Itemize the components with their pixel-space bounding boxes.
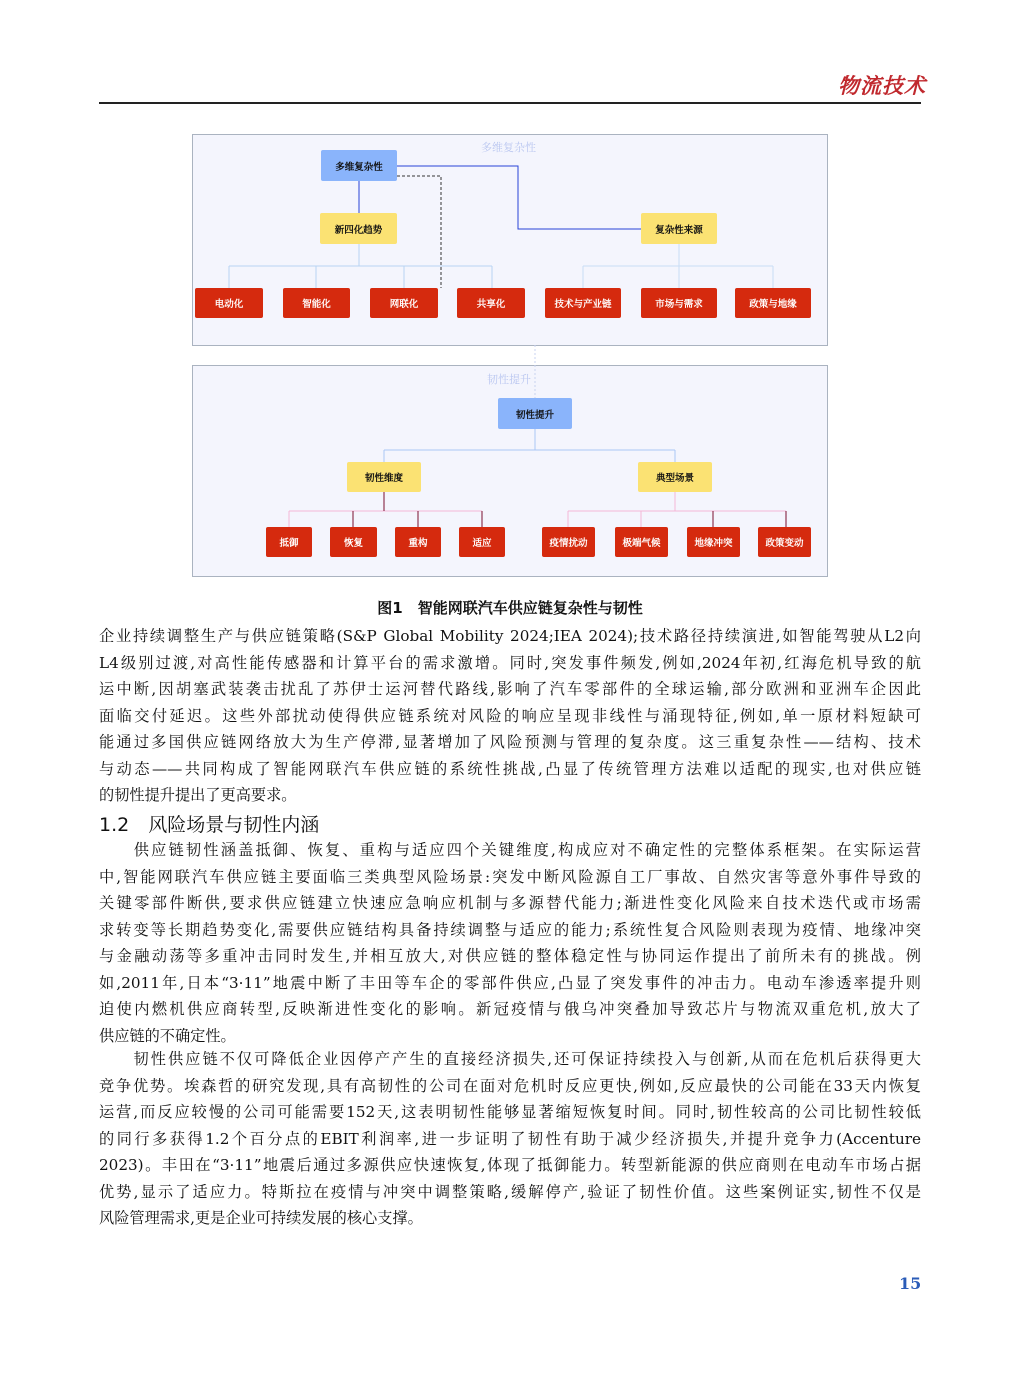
- leaf-node: 网联化: [370, 288, 438, 318]
- text-line: L4级别过渡,对高性能传感器和计算平台的需求激增。同时,突发事件频发,例如,2024年初,红海危机导致的航: [99, 653, 921, 672]
- text-line: 迫使内燃机供应商转型,反映渐进性变化的影响。新冠疫情与俄乌冲突叠加导致芯片与物流双重危机,放大了: [99, 1000, 921, 1018]
- text-line: 关键零部件断供,要求供应链建立快速应急响应机制与多源替代能力;渐进性变化风险来自技术迭代或市场需: [99, 894, 921, 912]
- text-line: 的同行多获得1.2个百分点的EBIT利润率,进一步证明了韧性有助于减少经济损失,并提升竞争力(Accenture: [99, 1129, 921, 1148]
- text-line: 与金融动荡等多重冲击同时发生,并相互放大,对供应链的整体稳定性与协同运作提出了前所未有的挑战。例: [99, 947, 921, 965]
- text-line: 风险管理需求,更是企业可持续发展的核心支撑。: [99, 1209, 423, 1227]
- leaf-node: 政策与地缘: [735, 288, 811, 318]
- leaf-node: 电动化: [195, 288, 263, 318]
- root-node: 多维复杂性: [321, 150, 397, 181]
- text-line: 面临交付延迟。这些外部扰动使得供应链系统对风险的响应呈现非线性与涌现特征,例如,单一原材料短缺可: [99, 706, 921, 725]
- branch-node: 典型场景: [638, 462, 712, 492]
- text-line: 供应链韧性涵盖抵御、恢复、重构与适应四个关键维度,构成应对不确定性的完整体系框架。在实际运营: [99, 841, 921, 859]
- page-number: 15: [899, 1274, 922, 1293]
- paragraph-3: [99, 1046, 921, 1232]
- text-line: 如,2011年,日本“3·11”地震中断了丰田等车企的零部件供应,凸显了突发事件的冲击力。电动车渗透率提升则: [99, 973, 921, 992]
- leaf-node: 疫情扰动: [542, 527, 595, 557]
- leaf-node: 重构: [395, 527, 441, 557]
- text-line: 企业持续调整生产与供应链策略(S&P Global Mobility 2024;IEA 2024);技术路径持续演进,如智能驾驶从L2向: [99, 627, 921, 645]
- text-line: 韧性供应链不仅可降低企业因停产产生的直接经济损失,还可保证持续投入与创新,从而在危机后获得更大: [99, 1050, 921, 1068]
- leaf-node: 恢复: [330, 527, 377, 557]
- text-line: 优势,显示了适应力。特斯拉在疫情与冲突中调整策略,缓解停产,验证了韧性价值。这些案例证实,韧性不仅是: [99, 1182, 921, 1201]
- leaf-node: 抵御: [266, 527, 312, 557]
- leaf-node: 适应: [459, 527, 505, 557]
- text-line: 与动态——共同构成了智能网联汽车供应链的系统性挑战,凸显了传统管理方法难以适配的现实,也对供应链: [99, 759, 921, 778]
- text-line: 中,智能网联汽车供应链主要面临三类典型风险场景:突发中断风险源自工厂事故、自然灾害等意外事件导致的: [99, 867, 921, 886]
- text-line: 2023)。丰田在“3·11”地震后通过多源供应快速恢复,体现了抵御能力。转型新能源的供应商则在电动车市场占据: [99, 1156, 921, 1174]
- figure-caption: 图1 智能网联汽车供应链复杂性与韧性: [377, 599, 643, 617]
- text-line: 竞争优势。埃森哲的研究发现,具有高韧性的公司在面对危机时反应更快,例如,反应最快的公司能在33天内恢复: [99, 1076, 921, 1095]
- leaf-node: 市场与需求: [641, 288, 717, 318]
- leaf-node: 极端气候: [615, 527, 668, 557]
- branch-node: 新四化趋势: [320, 213, 397, 244]
- leaf-node: 地缘冲突: [687, 527, 740, 557]
- section-heading: 1.2 风险场景与韧性内涵: [99, 814, 320, 836]
- leaf-node: 技术与产业链: [545, 288, 621, 318]
- journal-logo: 物流技术: [838, 73, 926, 98]
- branch-node: 复杂性来源: [641, 213, 717, 244]
- text-line: 的韧性提升提出了更高要求。: [99, 786, 297, 804]
- panel-title: 韧性提升: [487, 373, 531, 386]
- text-line: 能通过多国供应链网络放大为生产停滞,显著增加了风险预测与管理的复杂度。这三重复杂性——结构、技术: [99, 733, 921, 751]
- branch-node: 韧性维度: [347, 462, 421, 492]
- leaf-node: 智能化: [283, 288, 350, 318]
- text-line: 运中断,因胡塞武装袭击扰乱了苏伊士运河替代路线,影响了汽车零部件的全球运输,部分欧洲和亚洲车企因此: [99, 680, 921, 698]
- text-line: 运营,而反应较慢的公司可能需要152天,这表明韧性能够显著缩短恢复时间。同时,韧性较高的公司比韧性较低: [99, 1103, 921, 1121]
- paragraph-2: [99, 837, 921, 1049]
- leaf-node: 共享化: [457, 288, 525, 318]
- panel-title: 多维复杂性: [481, 141, 536, 154]
- root-node: 韧性提升: [498, 398, 572, 429]
- header-rule: [99, 102, 921, 104]
- leaf-node: 政策变动: [758, 527, 811, 557]
- paragraph-1: [99, 623, 921, 809]
- text-line: 供应链的不确定性。: [99, 1026, 236, 1045]
- text-line: 求转变等长期趋势变化,需要供应链结构具备持续调整与适应的能力;系统性复合风险则表现为疫情、地缘冲突: [99, 920, 921, 939]
